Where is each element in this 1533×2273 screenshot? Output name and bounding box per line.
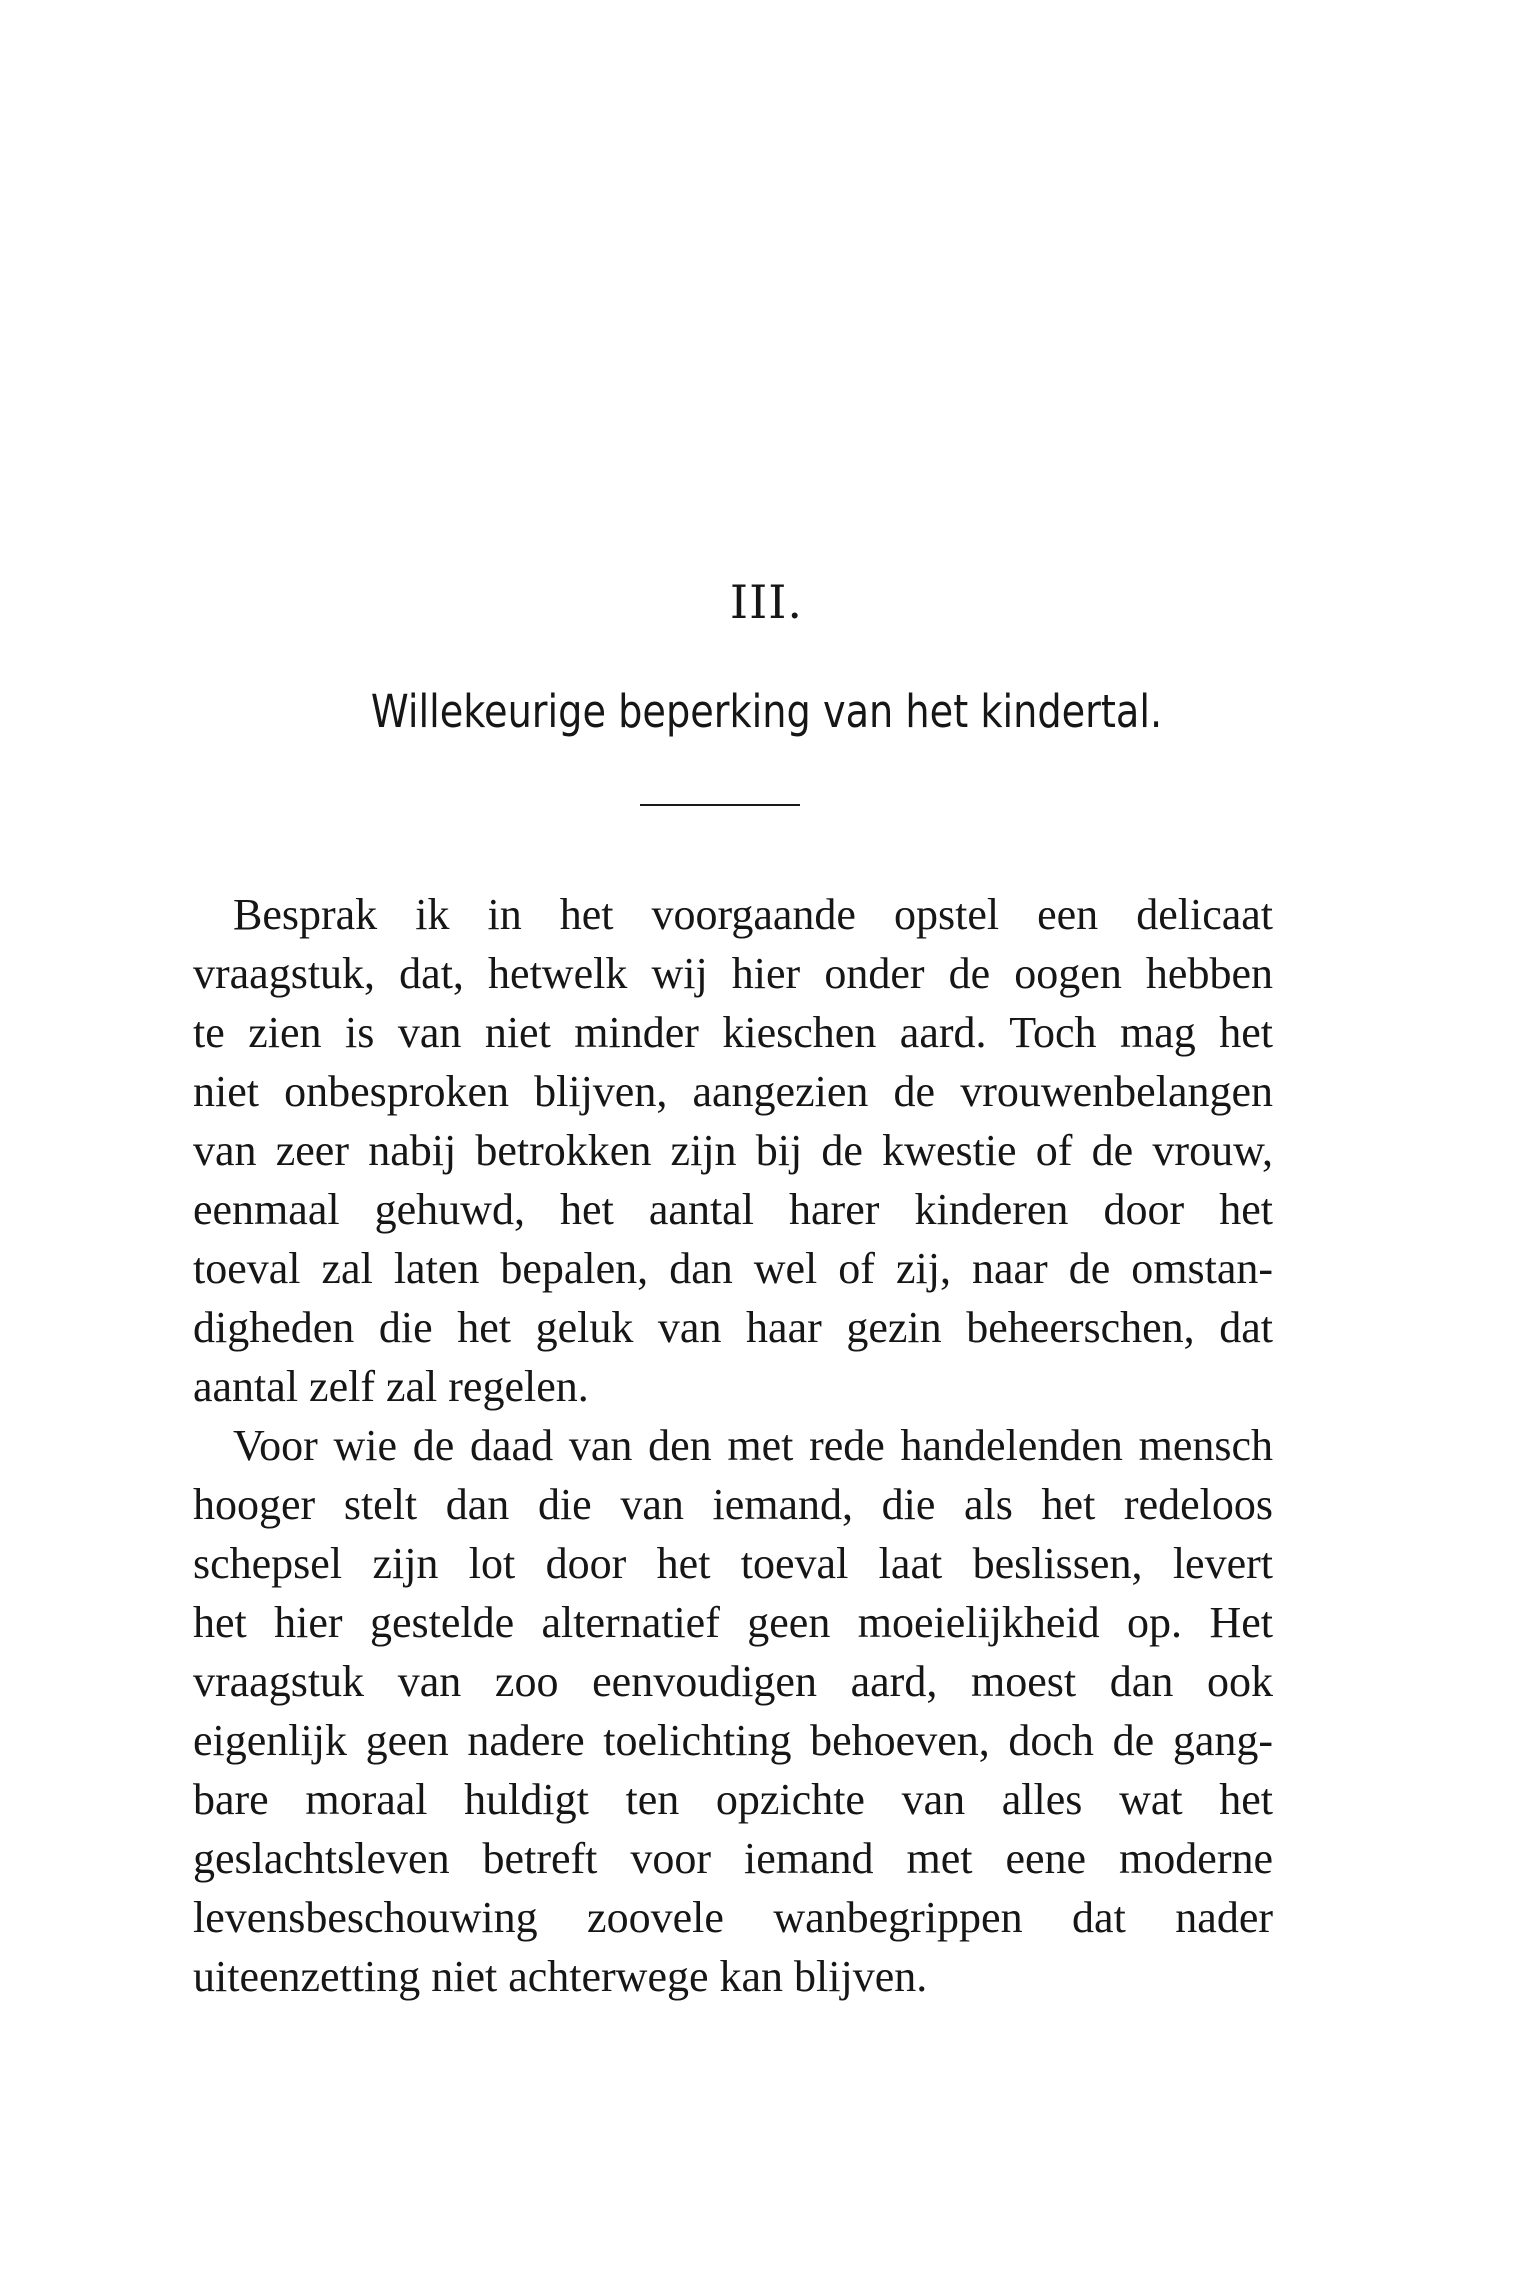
text-line: toeval zal laten bepalen, dan wel of zij, naar de omstan- [193, 1244, 1273, 1293]
text-line: van zeer nabij betrokken zijn bij de kwestie of de vrouw, [193, 1126, 1273, 1175]
text-line: eenmaal gehuwd, het aantal harer kinderen door het [193, 1185, 1273, 1234]
text-line: Voor wie de daad van den met rede handelenden mensch [233, 1421, 1273, 1470]
title-divider [640, 804, 800, 806]
text-line: geslachtsleven betreft voor iemand met eene moderne [193, 1834, 1273, 1883]
text-line: digheden die het geluk van haar gezin beheerschen, dat [193, 1303, 1273, 1352]
chapter-title: Willekeurige beperking van het kindertal. [370, 685, 1163, 738]
text-line: aantal zelf zal regelen. [193, 1362, 589, 1411]
text-line: het hier gestelde alternatief geen moeielijkheid op. Het [193, 1598, 1273, 1647]
body-text [193, 885, 1273, 2006]
chapter-number: III. [729, 575, 804, 629]
text-line: bare moraal huldigt ten opzichte van alles wat het [193, 1775, 1273, 1824]
text-line: niet onbesproken blijven, aangezien de vrouwenbelangen [193, 1067, 1273, 1116]
text-line: hooger stelt dan die van iemand, die als het redeloos [193, 1480, 1273, 1529]
paragraph-1 [193, 885, 1273, 1416]
text-line: levensbeschouwing zoovele wanbegrippen dat nader [193, 1893, 1273, 1942]
paragraph-2 [193, 1416, 1273, 2006]
text-line: Besprak ik in het voorgaande opstel een delicaat [233, 890, 1273, 939]
text-line: schepsel zijn lot door het toeval laat beslissen, levert [193, 1539, 1273, 1588]
text-line: eigenlijk geen nadere toelichting behoeven, doch de gang- [193, 1716, 1273, 1765]
text-line: vraagstuk van zoo eenvoudigen aard, moest dan ook [193, 1657, 1273, 1706]
text-line: uiteenzetting niet achterwege kan blijven. [193, 1952, 928, 2001]
text-line: vraagstuk, dat, hetwelk wij hier onder de oogen hebben [193, 949, 1273, 998]
text-line: te zien is van niet minder kieschen aard. Toch mag het [193, 1008, 1273, 1057]
